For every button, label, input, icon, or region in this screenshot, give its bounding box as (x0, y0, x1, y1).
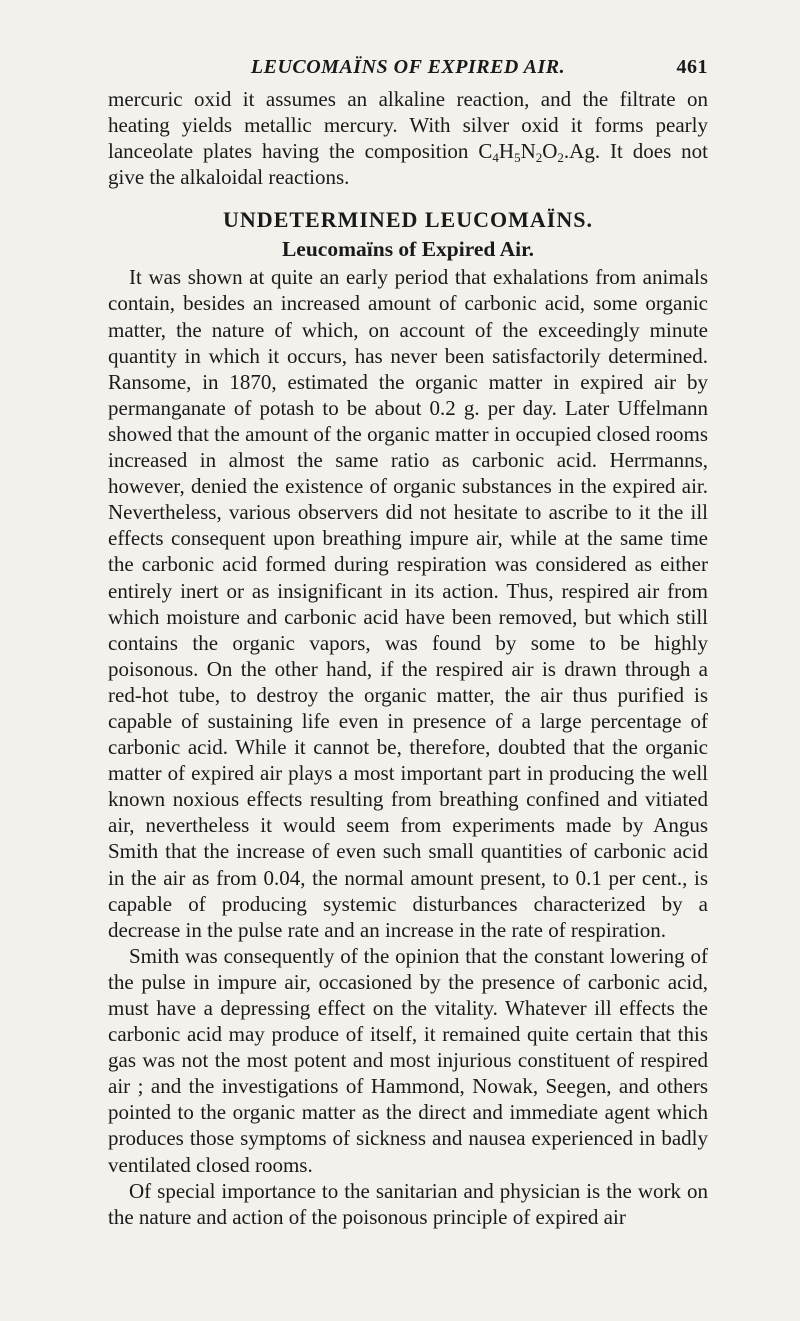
intro-text-before-formula: mercuric oxid it assumes an alkaline reaction, and the filtrate on heating yields metallic mercury. With silver oxid it forms pearly lanceolate plates having the composition (108, 87, 708, 164)
chemical-formula: $C_4H_5N_2O_2.Ag$. (478, 139, 601, 166)
body-paragraph-1: It was shown at quite an early period that exhalations from animals contain, besides an increased amount of carbonic acid, some organic matter, the nature of which, on account of the exceedingly minute quantity in which it occurs, has never been satisfactorily determined. Ransome, in 1870, estimated the organic matter in expired air by permanganate of potash to be about 0.2 g. per day. Later Uffelmann showed that the amount of the organic matter in occupied closed rooms increased in almost the same ratio as carbonic acid. Herrmanns, however, denied the existence of organic substances in the expired air. Nevertheless, various observers did not hesitate to ascribe to it the ill effects consequent upon breathing impure air, while at the same time the carbonic acid formed during respiration was considered as either entirely inert or as insignificant in its action. Thus, respired air from which moisture and carbonic acid have been removed, but which still contains the organic vapors, was found by some to be highly poisonous. On the other hand, if the respired air is drawn through a red-hot tube, to destroy the organic matter, the air thus purified is capable of sustaining life even in presence of a large percentage of carbonic acid. While it cannot be, therefore, doubted that the organic matter of expired air plays a most important part in producing the well known noxious effects resulting from breathing confined and vitiated air, nevertheless it would seem from experiments made by Angus Smith that the increase of even such small quantities of carbonic acid in the air as from 0.04, the normal amount present, to 0.1 per cent., is capable of producing systemic disturbances characterized by a decrease in the pulse rate and an increase in the rate of respiration. (108, 265, 708, 942)
running-title: LEUCOMAÏNS OF EXPIRED AIR. (250, 56, 566, 78)
running-head (108, 56, 708, 86)
intro-text-after-formula: It does not give the alkaloidal reactions. (108, 139, 709, 190)
intro-paragraph (108, 86, 708, 190)
section-heading: UNDETERMINED LEUCOMAÏNS. (223, 207, 593, 233)
body-paragraph-2: Smith was consequently of the opinion that the constant lowering of the pulse in impure air, occasioned by the presence of carbonic acid, must have a depressing effect on the vitality. Whatever ill effects the carbonic acid may produce of itself, it remained quite certain that this gas was not the most potent and most injurious constituent of respired air ; and the investigations of Hammond, Nowak, Seegen, and others pointed to the organic matter as the direct and immediate agent which produces those symptoms of sickness and nausea experienced in badly ventilated closed rooms. (108, 943, 708, 1177)
body-paragraph-3: Of special importance to the sanitarian and physician is the work on the nature and action of the poisonous principle of expired air (108, 1178, 708, 1229)
subsection-heading: Leucomaïns of Expired Air. (281, 237, 535, 262)
page-number: 461 (676, 56, 708, 78)
